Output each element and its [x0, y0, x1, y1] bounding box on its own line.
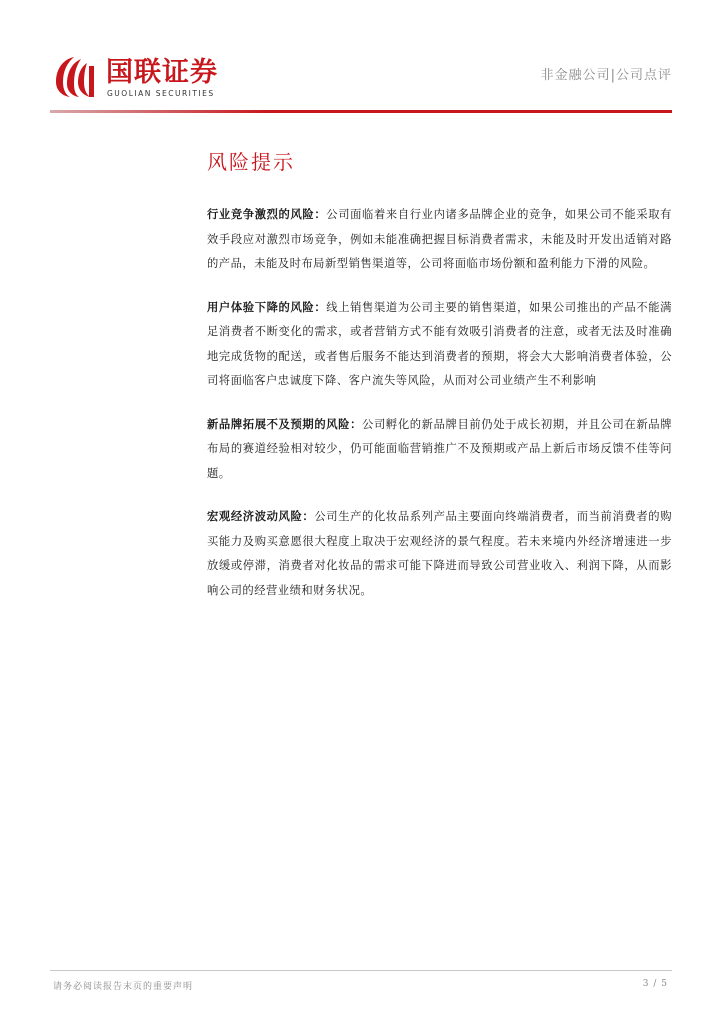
- risk-list: [207, 203, 672, 622]
- brand-name-cn: 国联证券: [106, 57, 218, 88]
- risk-paragraph-competition: [207, 203, 672, 277]
- report-header: [0, 0, 724, 115]
- guolian-logo-icon: [50, 52, 100, 100]
- page-number: 3 / 5: [642, 979, 668, 989]
- header-divider: [50, 110, 672, 113]
- risk-paragraph-new-brand: [207, 413, 672, 487]
- risk-lead: 用户体验下降的风险：: [207, 300, 327, 314]
- risk-lead: 新品牌拓展不及预期的风险：: [207, 417, 363, 431]
- report-category: 非金融公司|公司点评: [540, 68, 672, 83]
- risk-text: 公司面临着来自行业内诸多品牌企业的竞争，如果公司不能采取有效手段应对激烈市场竞争，例如未能准确把握目标消费者需求，未能及时开发出适销对路的产品，未能及时布局新型销售渠道等，公司将面临市场份额和盈利能力下滑的风险。: [207, 208, 672, 270]
- risk-lead: 宏观经济波动风险：: [207, 510, 315, 523]
- footer-divider: [50, 970, 672, 971]
- brand-name-en: GUOLIAN SECURITIES: [107, 89, 215, 98]
- risk-text: 公司生产的化妆品系列产品主要面向终端消费者，而当前消费者的购买能力及购买意愿很大程度上取决于宏观经济的景气程度。若未来境内外经济增速进一步放缓或停滞，消费者对化妆品的需求可能下降进而导致公司营业收入、利润下降，从而影响公司的经营业绩和财务状况。: [207, 510, 672, 597]
- section-title: 风险提示: [207, 150, 295, 174]
- risk-lead: 行业竞争激烈的风险：: [207, 208, 327, 221]
- footer-disclaimer: 请务必阅读报告末页的重要声明: [53, 982, 194, 992]
- risk-paragraph-user-experience: [207, 296, 672, 394]
- risk-paragraph-macro: [207, 505, 672, 603]
- risk-text: 线上销售渠道为公司主要的销售渠道，如果公司推出的产品不能满足消费者不断变化的需求，或者营销方式不能有效吸引消费者的注意，或者无法及时准确地完成货物的配送，或者售后服务不能达到消费者的预期，将会大大影响消费者体验，公司将面临客户忠诚度下降、客户流失等风险，从而对公司业绩产生不利影响: [207, 300, 672, 387]
- risk-text: 公司孵化的新品牌目前仍处于成长初期，并且公司在新品牌布局的赛道经验相对较少，仍可能面临营销推广不及预期或产品上新后市场反馈不佳等问题。: [207, 417, 672, 480]
